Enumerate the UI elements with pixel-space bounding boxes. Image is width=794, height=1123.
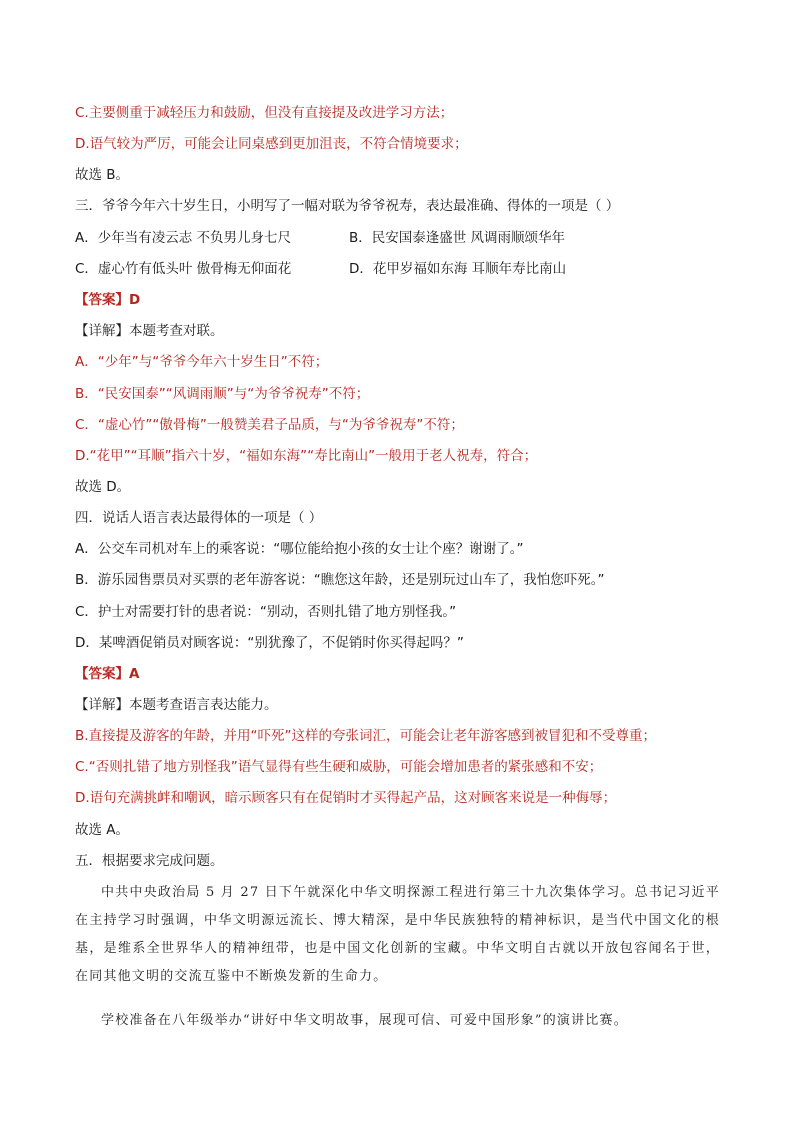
passage-paragraph-2: 学校准备在八年级举办“讲好中华文明故事，展现可信、可爱中国形象”的演讲比赛。 (101, 1013, 628, 1028)
q3-option-d: D．花甲岁福如东海 耳顺年寿比南山 (349, 261, 567, 277)
q4-explanation-b: B.直接提及游客的年龄，并用“吓死”这样的夸张词汇，可能会让老年游客感到被冒犯和不受尊重； (75, 728, 657, 744)
q3-explanation-b: B．“民安国泰”“风调雨顺”与“为爷爷祝寿”不符； (75, 386, 370, 402)
q4-option-c: C．护士对需要打针的患者说：“别动，否则扎错了地方别怪我。” (75, 604, 457, 620)
q4-choice: 故选 A。 (75, 822, 130, 838)
prev-explanation-d: D.语气较为严厉，可能会让同桌感到更加沮丧，不符合情境要求； (75, 136, 468, 152)
passage-paragraph-1: 中共中央政治局 5 月 27 日下午就深化中华文明探源工程进行第三十九次集体学习。总书记习近平在主持学习时强调，中华文明源远流长、博大精深，是中华民族独特的精神标识，是当代中国文化的根基，是维系全世界华人的精神纽带，也是中国文化创新的宝藏。中华文明自古就以开放包容闻名于世，在同其他文明的交流互鉴中不断焕发新的生命力。 (75, 885, 720, 984)
q3-explanation-c: C．“虚心竹”“傲骨梅”一般赞美君子品质，与“为爷爷祝寿”不符； (75, 417, 464, 433)
q4-explanation-d: D.语句充满挑衅和嘲讽，暗示顾客只有在促销时才买得起产品，这对顾客来说是一种侮辱； (75, 790, 617, 806)
q3-option-c: C．虚心竹有低头叶 傲骨梅无仰面花 (75, 261, 292, 277)
question-4: 四．说话人语言表达最得体的一项是（ ） (75, 510, 323, 526)
prev-choice: 故选 B。 (75, 167, 130, 183)
reading-passage (75, 879, 720, 991)
q3-option-b: B．民安国泰逢盛世 风调雨顺颂华年 (349, 230, 566, 246)
q3-detail: 【详解】本题考查对联。 (75, 323, 224, 339)
question-3: 三．爷爷今年六十岁生日，小明写了一幅对联为爷爷祝寿，表达最准确、得体的一项是（ ） (75, 198, 620, 214)
q4-option-d: D．某啤酒促销员对顾客说：“别犹豫了，不促销时你买得起吗？” (75, 635, 464, 651)
q4-explanation-c: C.“否则扎错了地方别怪我”语气显得有些生硬和威胁，可能会增加患者的紧张感和不安； (75, 759, 603, 775)
q4-option-b: B．游乐园售票员对买票的老年游客说：“瞧您这年龄，还是别玩过山车了，我怕您吓死。” (75, 572, 605, 588)
q3-explanation-d: D.“花甲”“耳顺”指六十岁，“福如东海”“寿比南山”一般用于老人祝寿，符合； (75, 448, 538, 464)
q4-answer: 【答案】A (75, 666, 140, 682)
q3-explanation-a: A．“少年”与“爷爷今年六十岁生日”不符； (75, 354, 329, 370)
question-5: 五．根据要求完成问题。 (75, 853, 224, 869)
q4-option-a: A．公交车司机对车上的乘客说：“哪位能给抱小孩的女士让个座？谢谢了。” (75, 541, 524, 557)
q3-option-a: A．少年当有凌云志 不负男儿身七尺 (75, 230, 292, 246)
q4-detail: 【详解】本题考查语言表达能力。 (75, 697, 278, 713)
q3-answer: 【答案】D (75, 292, 141, 308)
prev-explanation-c: C.主要侧重于减轻压力和鼓励，但没有直接提及改进学习方法； (75, 105, 454, 121)
q3-choice: 故选 D。 (75, 479, 131, 495)
